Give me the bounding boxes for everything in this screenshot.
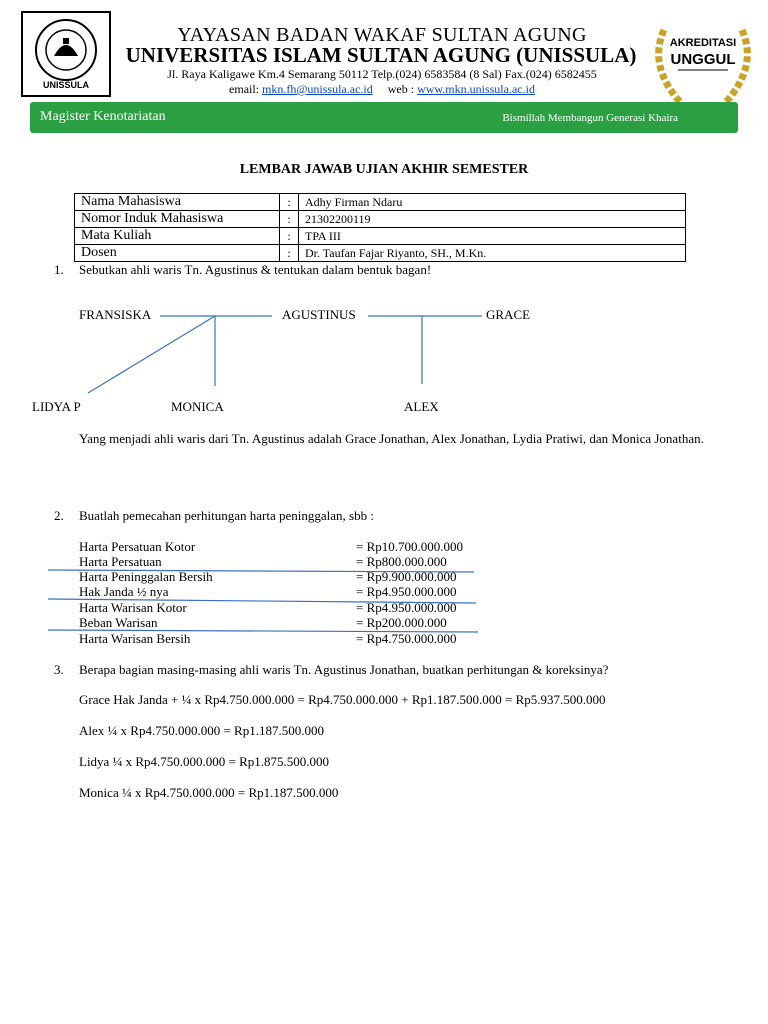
q3-line-monica: Monica ¼ x Rp4.750.000.000 = Rp1.187.500.000: [79, 785, 339, 800]
q1-answer: Yang menjadi ahli waris dari Tn. Agustinus adalah Grace Jonathan, Alex Jonathan, Lydia Pratiwi, dan Monica Jonathan.: [79, 431, 704, 446]
calc-label: Beban Warisan: [79, 615, 158, 630]
info-value: 21302200119: [299, 211, 686, 228]
calc-value: = Rp200.000.000: [356, 615, 447, 630]
tree-node-monica: MONICA: [171, 399, 224, 414]
info-value: Dr. Taufan Fajar Riyanto, SH., M.Kn.: [299, 245, 686, 262]
info-separator: :: [280, 245, 299, 262]
university-name: UNIVERSITAS ISLAM SULTAN AGUNG (UNISSULA): [125, 43, 637, 67]
logo-text: UNISSULA: [42, 80, 90, 90]
foundation-name: YAYASAN BADAN WAKAF SULTAN AGUNG: [177, 24, 587, 46]
address-line: Jl. Raya Kaligawe Km.4 Semarang 50112 Telp.(024) 6583584 (8 Sal) Fax.(024) 6582455: [167, 67, 597, 81]
q2-question: Buatlah pemecahan perhitungan harta peninggalan, sbb :: [79, 508, 374, 523]
email-link[interactable]: mkn.fh@unissula.ac.id: [262, 82, 373, 96]
q2-number: 2.: [54, 508, 64, 523]
q1-number: 1.: [54, 262, 64, 277]
motto: Bismillah Membangun Generasi Khaira: [502, 112, 678, 124]
calc-value: = Rp800.000.000: [356, 554, 447, 569]
info-value: TPA III: [299, 228, 686, 245]
calc-value: = Rp10.700.000.000: [356, 539, 464, 554]
info-label: Nomor Induk Mahasiswa: [75, 211, 280, 228]
tree-node-grace: GRACE: [486, 307, 531, 322]
accreditation-label: AKREDITASI: [669, 37, 737, 49]
accreditation-grade: UNGGUL: [670, 51, 736, 68]
info-label: Dosen: [75, 245, 280, 262]
info-value: Adhy Firman Ndaru: [299, 194, 686, 211]
q3-line-alex: Alex ¼ x Rp4.750.000.000 = Rp1.187.500.000: [79, 723, 324, 738]
tree-node-agustinus: AGUSTINUS: [282, 307, 356, 322]
calc-label: Harta Persatuan: [79, 554, 162, 569]
q3-line-grace: Grace Hak Janda + ¼ x Rp4.750.000.000 = Rp4.750.000.000 + Rp1.187.500.000 = Rp5.937.500.000: [79, 692, 606, 707]
q3-line-lidya: Lidya ¼ x Rp4.750.000.000 = Rp1.875.500.000: [79, 754, 329, 769]
q3-question: Berapa bagian masing-masing ahli waris Tn. Agustinus Jonathan, buatkan perhitungan & koreksinya?: [79, 662, 609, 677]
program-name: Magister Kenotariatan: [40, 109, 166, 124]
email-label: email:: [229, 82, 260, 96]
info-separator: :: [280, 211, 299, 228]
tree-node-fransiska: FRANSISKA: [79, 307, 152, 322]
tree-node-lidya: LIDYA P: [32, 399, 81, 414]
web-link[interactable]: www.mkn.unissula.ac.id: [417, 82, 535, 96]
calc-value: = Rp9.900.000.000: [356, 569, 457, 584]
q1-question: Sebutkan ahli waris Tn. Agustinus & tentukan dalam bentuk bagan!: [79, 262, 432, 277]
web-label: web :: [387, 82, 415, 96]
calc-value: = Rp4.750.000.000: [356, 631, 457, 646]
calc-value: = Rp4.950.000.000: [356, 584, 457, 599]
calc-value: = Rp4.950.000.000: [356, 600, 457, 615]
calc-label: Harta Peninggalan Bersih: [79, 569, 213, 584]
calc-label: Hak Janda ½ nya: [79, 584, 169, 599]
tree-node-alex: ALEX: [404, 399, 439, 414]
calc-label: Harta Persatuan Kotor: [79, 539, 196, 554]
info-separator: :: [280, 228, 299, 245]
info-label: Mata Kuliah: [75, 228, 280, 245]
calc-label: Harta Warisan Bersih: [79, 631, 191, 646]
calc-label: Harta Warisan Kotor: [79, 600, 187, 615]
document-title: LEMBAR JAWAB UJIAN AKHIR SEMESTER: [239, 162, 529, 177]
info-separator: :: [280, 194, 299, 211]
q3-number: 3.: [54, 662, 64, 677]
info-label: Nama Mahasiswa: [75, 194, 280, 211]
